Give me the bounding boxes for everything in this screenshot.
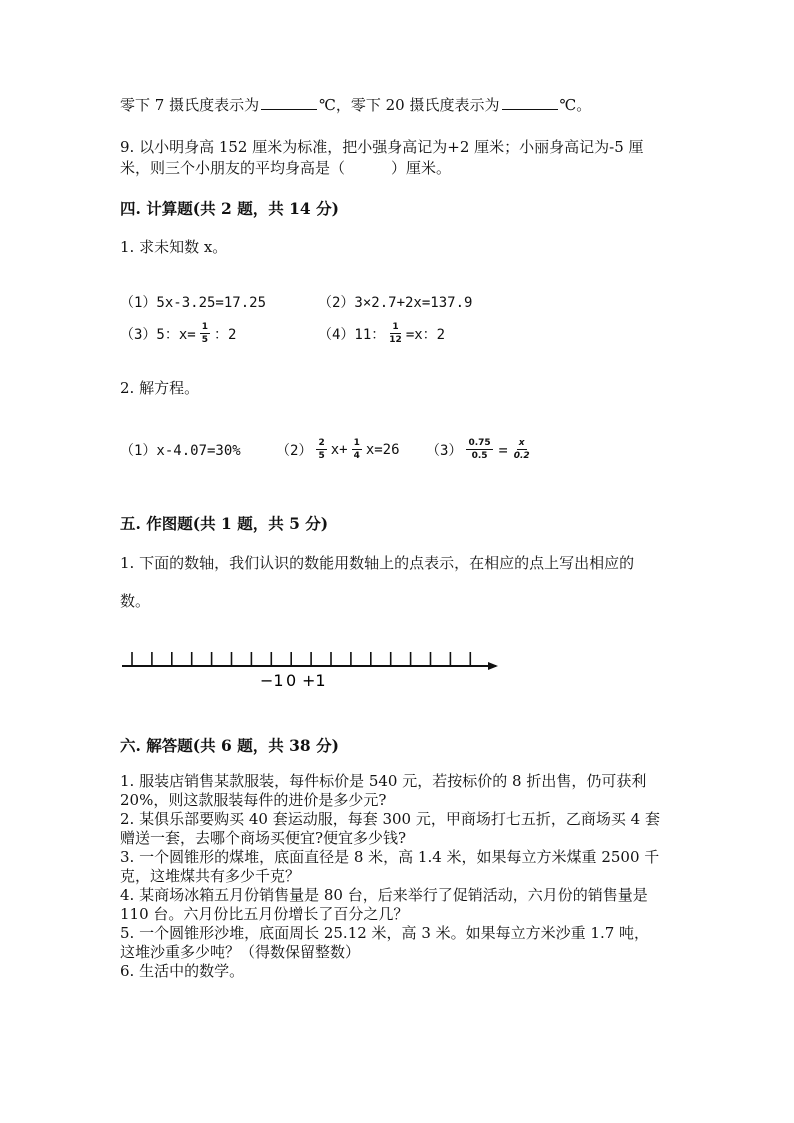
fraction-numerator: 1 <box>353 438 360 448</box>
fraction-numerator: x <box>518 438 525 448</box>
equation-2: （2）3×2.7+2x=137.9 <box>318 295 473 311</box>
equation-q2-2 <box>276 438 400 461</box>
question-8-tail <box>120 95 591 116</box>
label-minus-one: −1 <box>260 671 284 688</box>
answer-blank[interactable] <box>261 95 317 110</box>
fraction <box>316 438 326 461</box>
equals-sign: = <box>498 440 508 459</box>
eq-q2-2-post: x=26 <box>365 441 400 458</box>
fraction-denominator: 12 <box>389 335 402 345</box>
q8-text-c: ℃。 <box>559 96 592 114</box>
label-plus-one: +1 <box>302 671 326 688</box>
section-4-q2-label: 2. 解方程。 <box>120 379 200 397</box>
q8-text-b: ℃，零下 20 摄氏度表示为 <box>319 96 500 114</box>
question-line: 这堆沙重多少吨？（得数保留整数） <box>120 943 361 961</box>
fraction <box>466 438 492 461</box>
eq3-post: ：2 <box>213 326 237 343</box>
equation-3 <box>120 322 236 345</box>
section-5-q1-line-1: 1. 下面的数轴，我们认识的数能用数轴上的点表示，在相应的点上写出相应的 <box>120 554 635 572</box>
fraction <box>200 322 210 345</box>
section-6-questions <box>120 772 660 981</box>
number-line-ticks <box>132 652 470 666</box>
question-line: 20%，则这款服装每件的进价是多少元? <box>120 791 387 809</box>
number-line <box>118 646 510 688</box>
fraction-numerator: 2 <box>318 438 325 448</box>
question-line: 4. 某商场冰箱五月份销售量是 80 台，后来举行了促销活动，六月份的销售量是 <box>120 886 648 904</box>
question-line: 赠送一套，去哪个商场买便宜?便宜多少钱? <box>120 829 407 847</box>
question-line: 克，这堆煤共有多少千克？ <box>120 867 301 885</box>
fraction <box>352 438 362 461</box>
eq4-pre: （4）11： <box>318 326 386 343</box>
q9-text-a: 米，则三个小朋友的平均身高是（ <box>120 159 346 177</box>
fraction-denominator: 0.5 <box>471 451 488 461</box>
eq-q2-2-mid: x+ <box>330 441 348 458</box>
fraction-numerator: 1 <box>392 322 399 332</box>
equation-1: （1）5x-3.25=17.25 <box>120 295 267 311</box>
fraction-numerator: 0.75 <box>468 438 491 448</box>
fraction-numerator: 1 <box>201 322 208 332</box>
fraction <box>389 322 402 345</box>
section-6-title: 六. 解答题(共 6 题，共 38 分) <box>120 736 339 755</box>
equation-q2-3 <box>426 438 534 461</box>
question-9-line-2 <box>120 158 451 179</box>
section-4-q1-label: 1. 求未知数 x。 <box>120 238 228 256</box>
question-line: 3. 一个圆锥形的煤堆，底面直径是 8 米，高 1.4 米，如果每立方米煤重 2500 千 <box>120 848 660 866</box>
section-4-title: 四. 计算题(共 2 题，共 14 分) <box>120 199 339 218</box>
eq3-pre: （3）5：x= <box>120 326 196 343</box>
question-line: 6. 生活中的数学。 <box>120 962 245 980</box>
q8-text-a: 零下 7 摄氏度表示为 <box>120 96 260 114</box>
answer-blank[interactable] <box>502 95 558 110</box>
equation-q2-1: （1）x-4.07=30% <box>120 443 241 459</box>
section-5-title: 五. 作图题(共 1 题，共 5 分) <box>120 514 329 533</box>
number-line-arrow <box>488 662 498 670</box>
fraction-denominator: 0.2 <box>513 451 530 461</box>
question-line: 1. 服装店销售某款服装，每件标价是 540 元，若按标价的 8 折出售，仍可获利 <box>120 772 647 790</box>
label-zero: 0 <box>286 671 297 688</box>
question-line: 2. 某俱乐部要购买 40 套运动服，每套 300 元，甲商场打七五折，乙商场买 4 套 <box>120 810 660 828</box>
fraction-denominator: 4 <box>353 451 360 461</box>
question-line: 110 台。六月份比五月份增长了百分之几？ <box>120 905 409 923</box>
fraction-denominator: 5 <box>318 451 325 461</box>
eq-q2-3-pre: （3） <box>426 442 463 459</box>
section-5-q1-line-2: 数。 <box>120 592 151 610</box>
eq-q2-2-pre: （2） <box>276 442 313 459</box>
question-9-line-1: 9. 以小明身高 152 厘米为标准，把小强身高记为+2 厘米；小丽身高记为-5 厘 <box>120 138 644 156</box>
equation-4 <box>318 322 445 345</box>
q9-text-b: ）厘米。 <box>391 159 452 177</box>
eq4-post: =x：2 <box>405 326 446 343</box>
fraction-denominator: 5 <box>201 335 208 345</box>
fraction <box>514 438 530 461</box>
question-line: 5. 一个圆锥形沙堆，底面周长 25.12 米，高 3 米。如果每立方米沙重 1.7 吨， <box>120 924 650 942</box>
